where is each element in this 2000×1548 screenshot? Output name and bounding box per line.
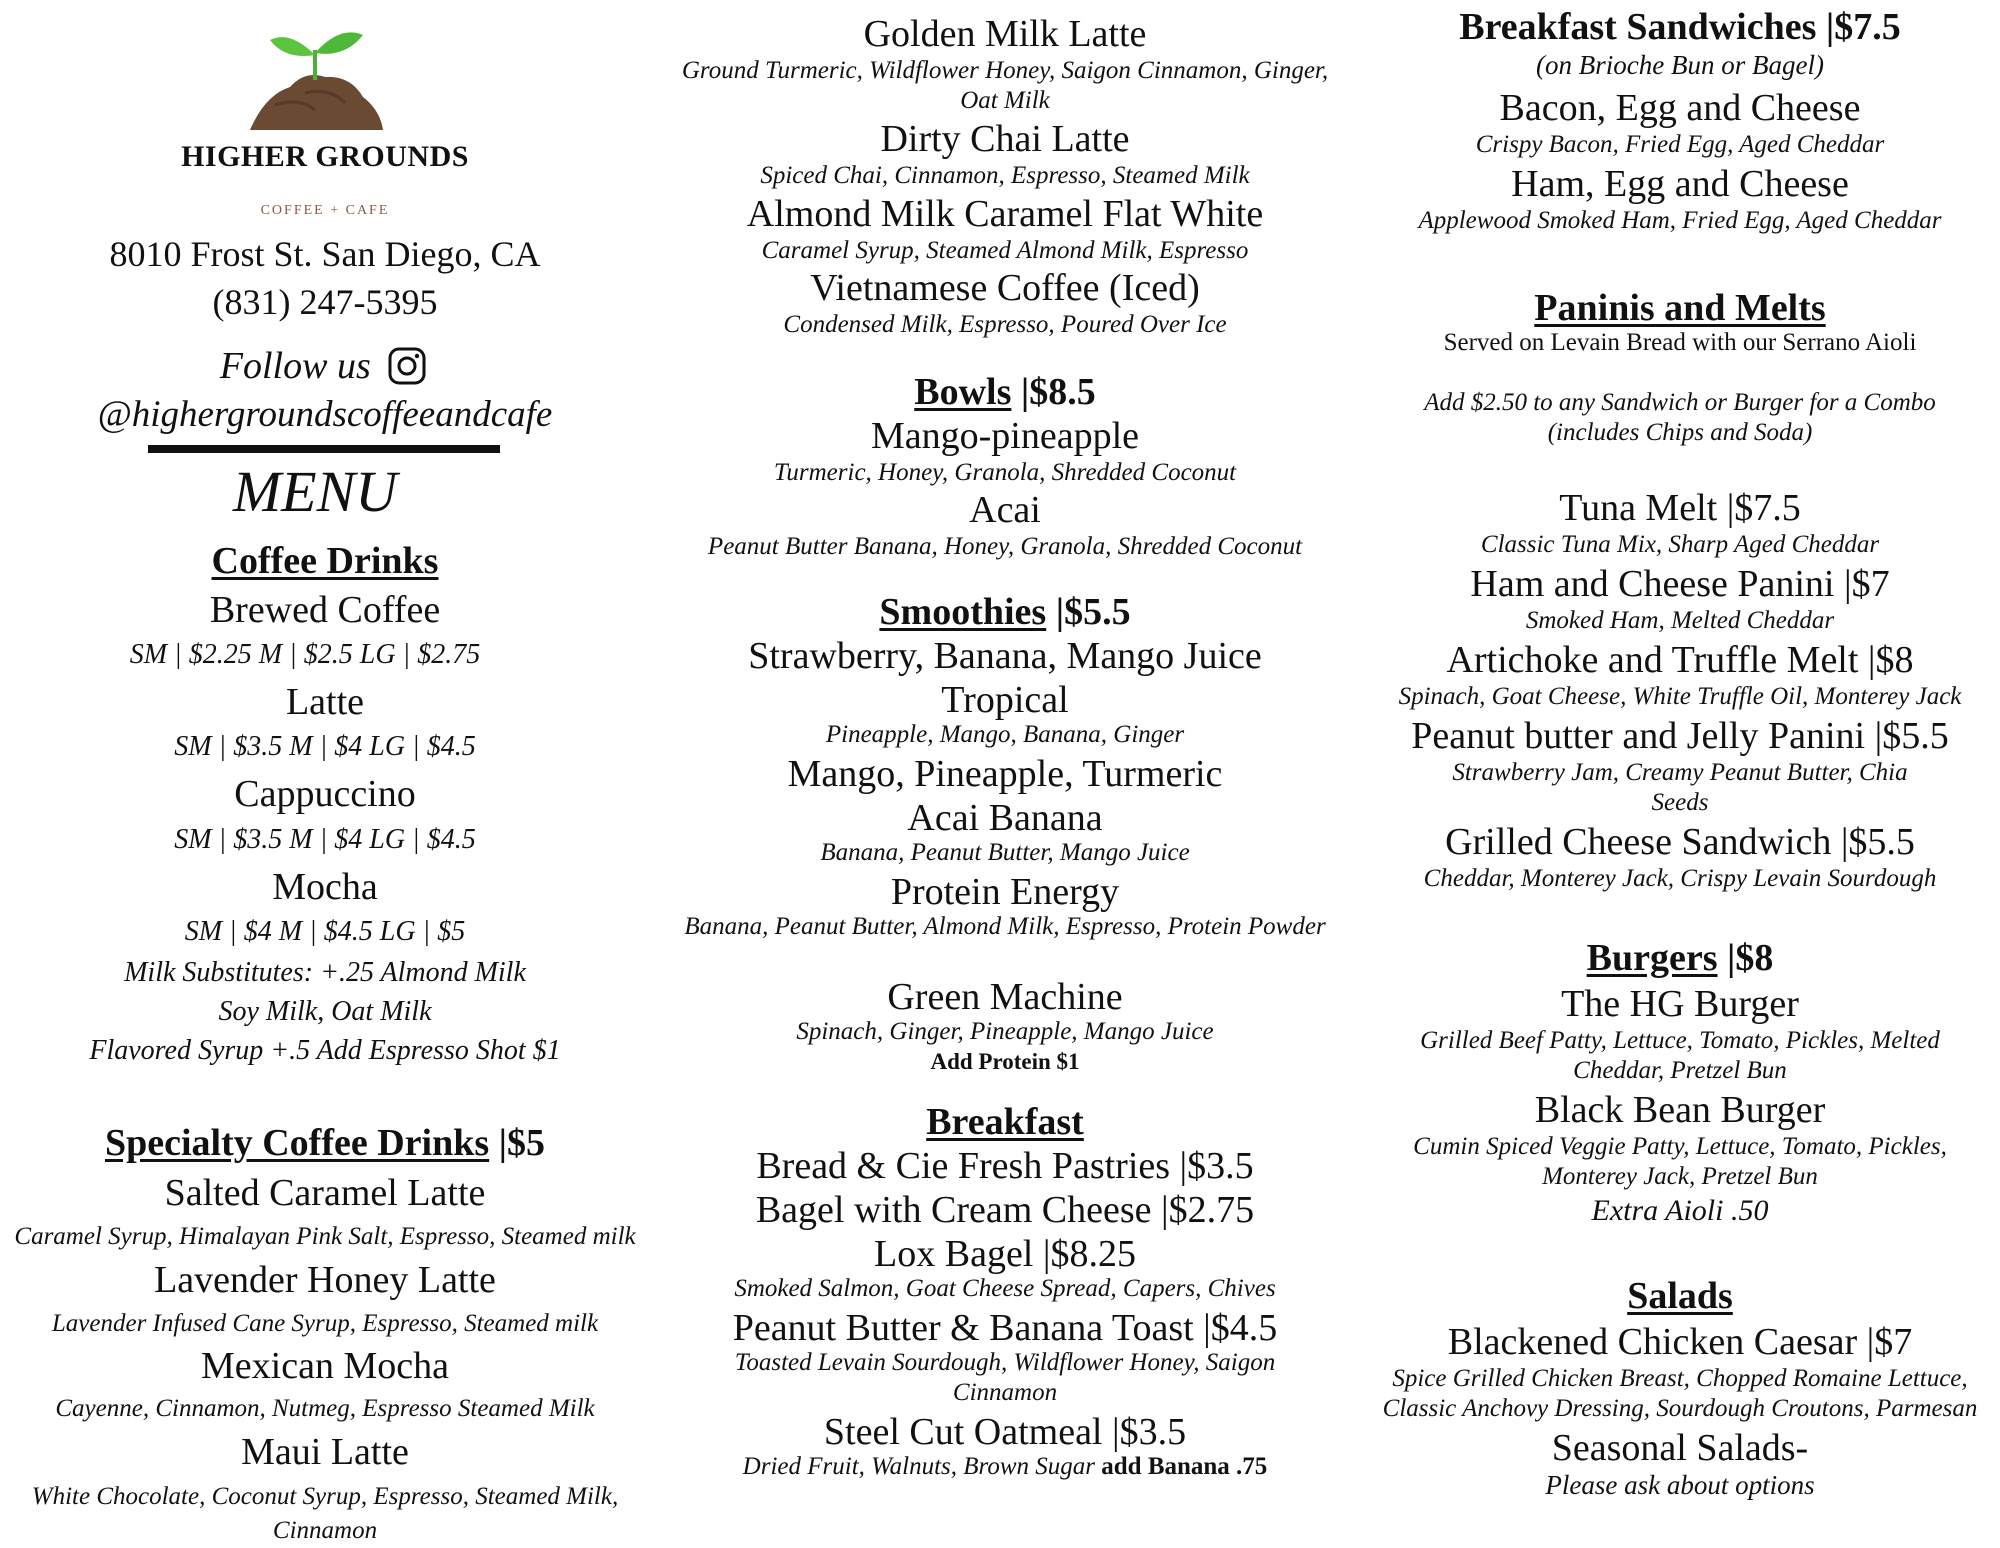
latte-prices: SM | $3.5 M | $4 LG | $4.5 <box>174 731 476 762</box>
item-desc: Crispy Bacon, Fried Egg, Aged Cheddar <box>1475 131 1885 158</box>
item-maui-latte: Maui Latte <box>241 1431 409 1473</box>
brand-name: HIGHER GROUNDS <box>181 140 469 173</box>
item-tropical-smoothie: Tropical <box>941 679 1069 721</box>
item-desc: Spinach, Goat Cheese, White Truffle Oil, Monterey Jack <box>1398 683 1962 710</box>
paninis-heading: Paninis and Melts <box>1534 287 1826 329</box>
smoothies-heading: Smoothies |$5.5 <box>879 591 1131 633</box>
combo-note: Add $2.50 to any Sandwich or Burger for a Combo (includes Chips and Soda) <box>1424 389 1936 446</box>
item-black-bean-burger: Black Bean Burger <box>1534 1089 1826 1131</box>
item-desc: Strawberry Jam, Creamy Peanut Butter, Chia Seeds <box>1452 759 1908 816</box>
item-desc: Smoked Ham, Melted Cheddar <box>1525 607 1835 634</box>
item-strawberry-smoothie: Strawberry, Banana, Mango Juice <box>748 635 1262 677</box>
breakfast-heading: Breakfast <box>926 1101 1084 1143</box>
item-desc: Spice Grilled Chicken Breast, Chopped Romaine Lettuce, Classic Anchovy Dressing, Sourdough Croutons, Parmesan <box>1382 1365 1978 1422</box>
milk-substitutes-2: Soy Milk, Oat Milk <box>218 996 432 1027</box>
item-desc: Banana, Peanut Butter, Almond Milk, Espresso, Protein Powder <box>684 913 1326 940</box>
burgers-heading: Burgers |$8 <box>1586 937 1774 979</box>
item-pastries: Bread & Cie Fresh Pastries |$3.5 <box>756 1145 1254 1187</box>
item-dirty-chai-latte: Dirty Chai Latte <box>880 118 1130 160</box>
item-desc: Banana, Peanut Butter, Mango Juice <box>820 839 1190 866</box>
item-acai-bowl: Acai <box>969 489 1041 531</box>
instagram-handle[interactable]: @highergroundscoffeeandcafe <box>97 394 553 435</box>
item-desc: Turmeric, Honey, Granola, Shredded Coconut <box>773 459 1237 486</box>
item-mango-pineapple-bowl: Mango-pineapple <box>870 415 1140 457</box>
item-artichoke-melt: Artichoke and Truffle Melt |$8 <box>1446 639 1914 681</box>
item-desc: Smoked Salmon, Goat Cheese Spread, Capers, Chives <box>734 1275 1276 1302</box>
item-protein-energy: Protein Energy <box>890 871 1120 913</box>
item-lavender-honey-latte: Lavender Honey Latte <box>154 1259 496 1301</box>
item-desc: Cumin Spiced Veggie Patty, Lettuce, Tomato, Pickles, Monterey Jack, Pretzel Bun <box>1413 1133 1947 1190</box>
item-mango-turmeric-smoothie: Mango, Pineapple, Turmeric <box>787 753 1223 795</box>
item-oatmeal: Steel Cut Oatmeal |$3.5 <box>823 1411 1187 1453</box>
item-desc: Dried Fruit, Walnuts, Brown Sugar add Banana .75 <box>742 1453 1268 1480</box>
item-acai-banana-smoothie: Acai Banana <box>907 797 1103 839</box>
item-golden-milk-latte: Golden Milk Latte <box>863 13 1147 55</box>
item-brewed-coffee: Brewed Coffee <box>209 589 441 631</box>
phone: (831) 247-5395 <box>212 282 438 322</box>
sandwich-note: (on Brioche Bun or Bagel) <box>1536 50 1824 80</box>
brewed-prices: SM | $2.25 M | $2.5 LG | $2.75 <box>129 639 481 670</box>
address: 8010 Frost St. San Diego, CA <box>109 234 541 274</box>
item-ham-egg-cheese: Ham, Egg and Cheese <box>1511 163 1849 205</box>
item-green-machine: Green Machine <box>887 976 1123 1018</box>
item-tuna-melt: Tuna Melt |$7.5 <box>1559 487 1801 529</box>
salads-heading: Salads <box>1627 1275 1733 1317</box>
item-pb-banana-toast: Peanut Butter & Banana Toast |$4.5 <box>732 1307 1278 1349</box>
item-desc: Applewood Smoked Ham, Fried Egg, Aged Cheddar <box>1418 207 1942 234</box>
item-grilled-cheese: Grilled Cheese Sandwich |$5.5 <box>1445 821 1915 863</box>
bowls-heading: Bowls |$8.5 <box>914 371 1096 413</box>
specialty-heading: Specialty Coffee Drinks |$5 <box>104 1122 546 1164</box>
cappuccino-prices: SM | $3.5 M | $4 LG | $4.5 <box>174 824 476 855</box>
item-desc: Ground Turmeric, Wildflower Honey, Saigon Cinnamon, Ginger, Oat Milk <box>681 57 1329 114</box>
item-desc: Pineapple, Mango, Banana, Ginger <box>825 721 1185 748</box>
logo-icon <box>245 25 385 135</box>
coffee-drinks-heading: Coffee Drinks <box>211 540 439 582</box>
item-pbj-panini: Peanut butter and Jelly Panini |$5.5 <box>1411 715 1949 757</box>
item-chicken-caesar: Blackened Chicken Caesar |$7 <box>1447 1321 1913 1363</box>
item-desc: Grilled Beef Patty, Lettuce, Tomato, Pickles, Melted Cheddar, Pretzel Bun <box>1420 1027 1940 1084</box>
follow-text: Follow us <box>219 345 371 387</box>
breakfast-sandwiches-heading: Breakfast Sandwiches |$7.5 <box>1459 6 1901 48</box>
item-desc: Classic Tuna Mix, Sharp Aged Cheddar <box>1480 531 1880 558</box>
item-desc: Caramel Syrup, Steamed Almond Milk, Espresso <box>761 237 1249 264</box>
item-latte: Latte <box>285 681 365 723</box>
item-desc: Spinach, Ginger, Pineapple, Mango Juice <box>796 1018 1214 1045</box>
item-ham-cheese-panini: Ham and Cheese Panini |$7 <box>1470 563 1890 605</box>
item-bacon-egg-cheese: Bacon, Egg and Cheese <box>1499 87 1861 129</box>
mocha-prices: SM | $4 M | $4.5 LG | $5 <box>184 916 466 947</box>
item-desc: Toasted Levain Sourdough, Wildflower Honey, Saigon Cinnamon <box>734 1349 1276 1406</box>
item-bagel-cream-cheese: Bagel with Cream Cheese |$2.75 <box>755 1189 1255 1231</box>
item-salted-caramel-latte: Salted Caramel Latte <box>164 1172 486 1214</box>
add-protein: Add Protein $1 <box>930 1049 1080 1074</box>
item-cappuccino: Cappuccino <box>234 773 416 815</box>
item-mocha: Mocha <box>272 866 378 908</box>
item-mexican-mocha: Mexican Mocha <box>201 1345 449 1387</box>
item-desc: Caramel Syrup, Himalayan Pink Salt, Espresso, Steamed milk <box>14 1223 636 1250</box>
divider <box>148 445 500 453</box>
paninis-note: Served on Levain Bread with our Serrano Aioli <box>1443 329 1917 356</box>
menu-title: MENU <box>232 459 398 524</box>
brand-tagline: COFFEE + CAFE <box>260 203 390 218</box>
item-desc: Peanut Butter Banana, Honey, Granola, Shredded Coconut <box>707 533 1303 560</box>
extra-aioli: Extra Aioli .50 <box>1591 1194 1769 1227</box>
item-hg-burger: The HG Burger <box>1561 983 1799 1025</box>
item-almond-flat-white: Almond Milk Caramel Flat White <box>746 193 1264 235</box>
item-seasonal-salads: Seasonal Salads- <box>1551 1427 1809 1469</box>
item-desc: Spiced Chai, Cinnamon, Espresso, Steamed Milk <box>760 162 1250 189</box>
item-desc: White Chocolate, Coconut Syrup, Espresso, Steamed Milk, Cinnamon <box>31 1483 619 1544</box>
item-desc: Cheddar, Monterey Jack, Crispy Levain Sourdough <box>1423 865 1937 892</box>
item-desc: Condensed Milk, Espresso, Poured Over Ice <box>783 311 1227 338</box>
instagram-icon[interactable] <box>386 346 430 386</box>
follow-row <box>0 344 650 388</box>
item-desc: Lavender Infused Cane Syrup, Espresso, Steamed milk <box>51 1310 599 1337</box>
item-desc: Please ask about options <box>1545 1470 1815 1500</box>
item-desc: Cayenne, Cinnamon, Nutmeg, Espresso Steamed Milk <box>55 1395 595 1422</box>
syrup-espresso: Flavored Syrup +.5 Add Espresso Shot $1 <box>89 1035 561 1066</box>
milk-substitutes: Milk Substitutes: +.25 Almond Milk <box>124 957 526 988</box>
item-vietnamese-coffee: Vietnamese Coffee (Iced) <box>810 267 1200 309</box>
item-lox-bagel: Lox Bagel |$8.25 <box>874 1233 1136 1275</box>
